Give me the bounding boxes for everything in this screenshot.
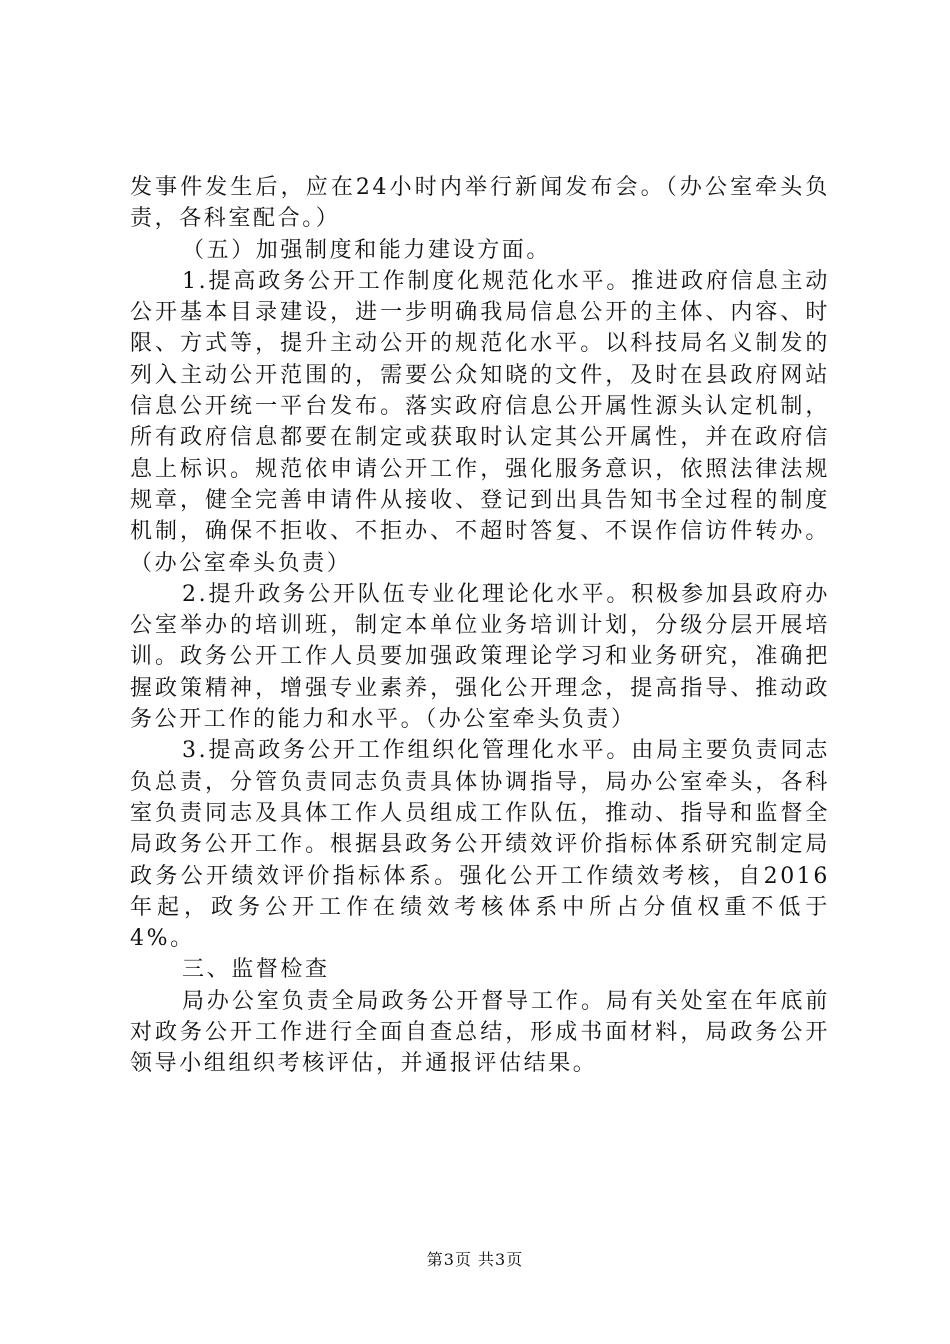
paragraph-continuation: 发事件发生后，应在24小时内举行新闻发布会。（办公室牵头负责，各科室配合。）: [130, 175, 830, 232]
page-number-footer: 第3页 共3页: [426, 1250, 524, 1269]
section-heading-three: 三、监督检查: [182, 957, 330, 983]
paragraph-supervision: 局办公室负责全局政务公开督导工作。局有关处室在年底前对政务公开工作进行全面自查总结，形成书面材料，局政务公开领导小组组织考核评估，并通报评估结果。: [130, 988, 830, 1077]
paragraph-item-2: 2.提升政务公开队伍专业化理论化水平。积极参加县政府办公室举办的培训班，制定本单位业务培训计划，分级分层开展培训。政务公开工作人员要加强政策理论学习和业务研究，准确把握政策精神，增强专业素养，强化公开理念，提高指导、推动政务公开工作的能力和水平。（办公室牵头负责）: [130, 581, 830, 733]
paragraph-item-3: 3.提高政务公开工作组织化管理化水平。由局主要负责同志负总责，分管负责同志负责具体协调指导，局办公室牵头，各科室负责同志及具体工作人员组成工作队伍，推动、指导和监督全局政务公开工作。根据县政务公开绩效评价指标体系研究制定局政务公开绩效评价指标体系。强化公开工作绩效考核，自2016年起，政务公开工作在绩效考核体系中所占分值权重不低于4%。: [130, 738, 830, 952]
section-heading-five: （五）加强制度和能力建设方面。: [182, 237, 552, 263]
paragraph-item-1: 1.提高政务公开工作制度化规范化水平。推进政府信息主动公开基本目录建设，进一步明确我局信息公开的主体、内容、时限、方式等，提升主动公开的规范化水平。以科技局名义制发的列入主动公开范围的，需要公众知晓的文件，及时在县政府网站信息公开统一平台发布。落实政府信息公开属性源头认定机制，所有政府信息都要在制定或获取时认定其公开属性，并在政府信息上标识。规范依申请公开工作，强化服务意识，依照法律法规规章，健全完善申请件从接收、登记到出具告知书全过程的制度机制，确保不拒收、不拒办、不超时答复、不误作信访件转办。（办公室牵头负责）: [130, 268, 830, 576]
document-body: [130, 172, 830, 1080]
